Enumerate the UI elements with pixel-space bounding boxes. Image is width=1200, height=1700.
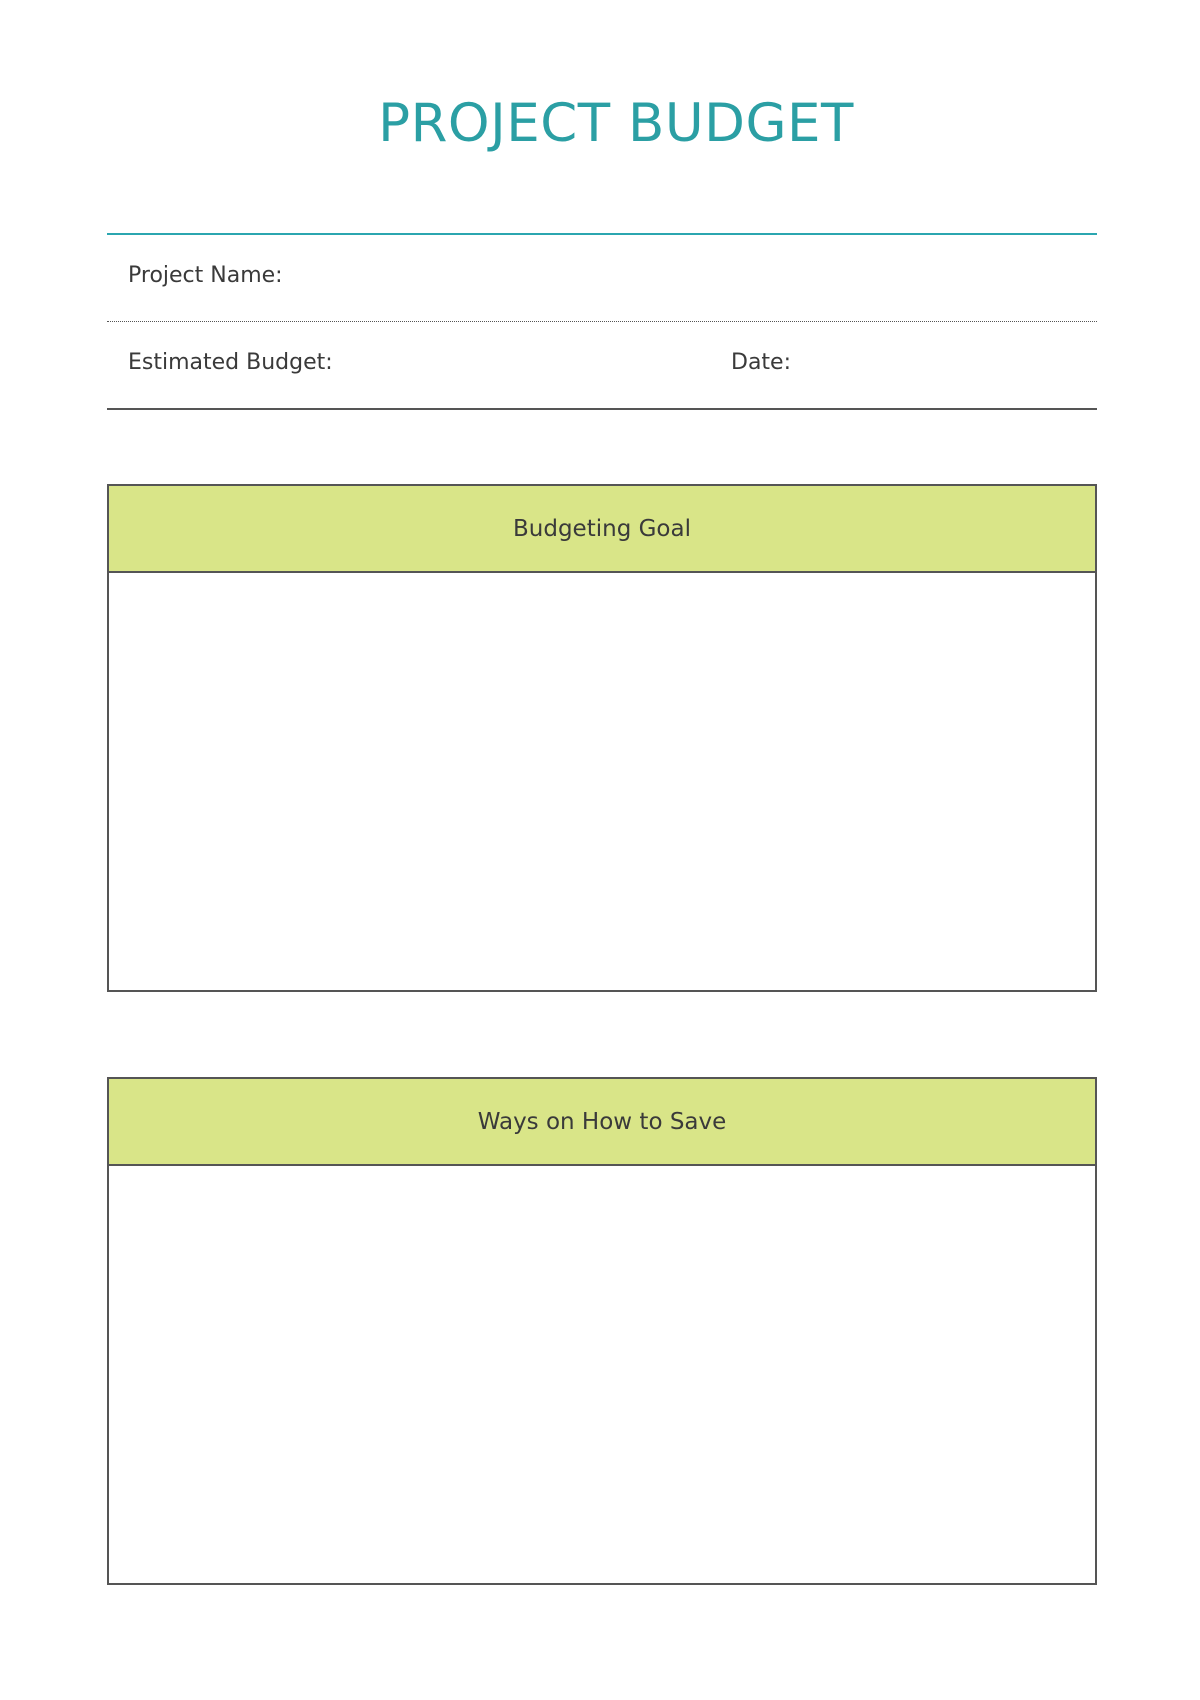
date-label: Date:: [731, 350, 791, 375]
budgeting-goal-body[interactable]: [109, 573, 1095, 990]
estimated-budget-label: Estimated Budget:: [128, 350, 333, 375]
budget-date-row: [107, 322, 1097, 410]
ways-to-save-heading: Ways on How to Save: [109, 1079, 1095, 1166]
budgeting-goal-heading: Budgeting Goal: [109, 486, 1095, 573]
ways-to-save-body[interactable]: [109, 1166, 1095, 1583]
page-title: PROJECT BUDGET: [378, 93, 854, 154]
ways-to-save-section: [107, 1077, 1097, 1585]
project-name-label: Project Name:: [128, 263, 283, 288]
project-name-row: [107, 235, 1097, 322]
budgeting-goal-section: [107, 484, 1097, 992]
